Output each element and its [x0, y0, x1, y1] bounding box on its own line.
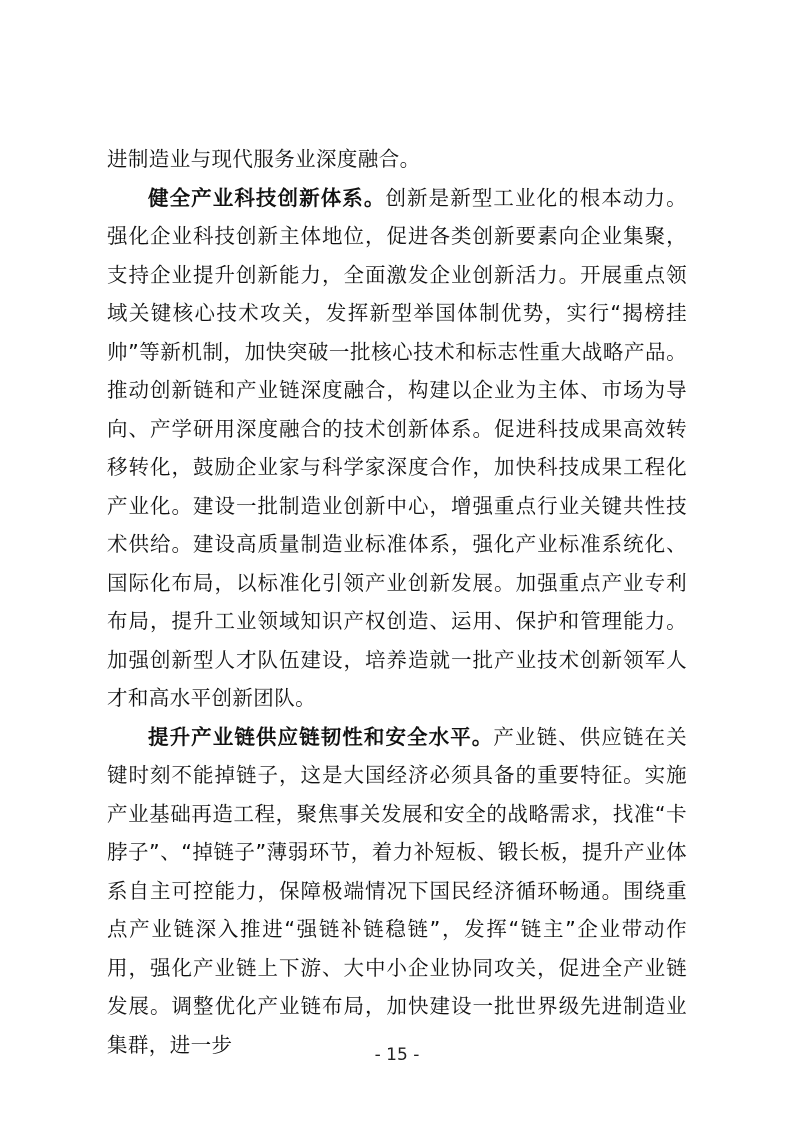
paragraph-innovation-system	[107, 179, 687, 718]
paragraph-text: 产业链、供应链在关键时刻不能掉链子，这是大国经济必须具备的重要特征。实施产业基础再造工程，聚焦事关发展和安全的战略需求，找准“卡脖子”、“掉链子”薄弱环节，着力补短板、锻长板，提升产业体系自主可控能力，保障极端情况下国民经济循环畅通。围绕重点产业链深入推进“强链补链稳链”，发挥“链主”企业带动作用，强化产业链上下游、大中小企业协同攻关，促进全产业链发展。调整优化产业链布局，加快建设一批世界级先进制造业集群，进一步	[107, 724, 687, 1057]
paragraph-continuation	[107, 140, 687, 179]
body-text	[107, 140, 687, 1064]
paragraph-text: 进制造业与现代服务业深度融合。	[107, 147, 421, 171]
paragraph-text: 创新是新型工业化的根本动力。强化企业科技创新主体地位，促进各类创新要素向企业集聚，支持企业提升创新能力，全面激发企业创新活力。开展重点领域关键核心技术攻关，发挥新型举国体制优势，实行“揭榜挂帅”等新机制，加快突破一批核心技术和标志性重大战略产品。推动创新链和产业链深度融合，构建以企业为主体、市场为导向、产学研用深度融合的技术创新体系。促进科技成果高效转移转化，鼓励企业家与科学家深度合作，加快科技成果工程化产业化。建设一批制造业创新中心，增强重点行业关键共性技术供给。建设高质量制造业标准体系，强化产业标准系统化、国际化布局，以标准化引领产业创新发展。加强重点产业专利布局，提升工业领域知识产权创造、运用、保护和管理能力。加强创新型人才队伍建设，培养造就一批产业技术创新领军人才和高水平创新团队。	[107, 185, 687, 710]
paragraph-supply-chain	[107, 718, 687, 1065]
paragraph-heading: 提升产业链供应链韧性和安全水平。	[148, 724, 494, 749]
paragraph-heading: 健全产业科技创新体系。	[148, 185, 386, 210]
page-number: - 15 -	[374, 1045, 420, 1065]
